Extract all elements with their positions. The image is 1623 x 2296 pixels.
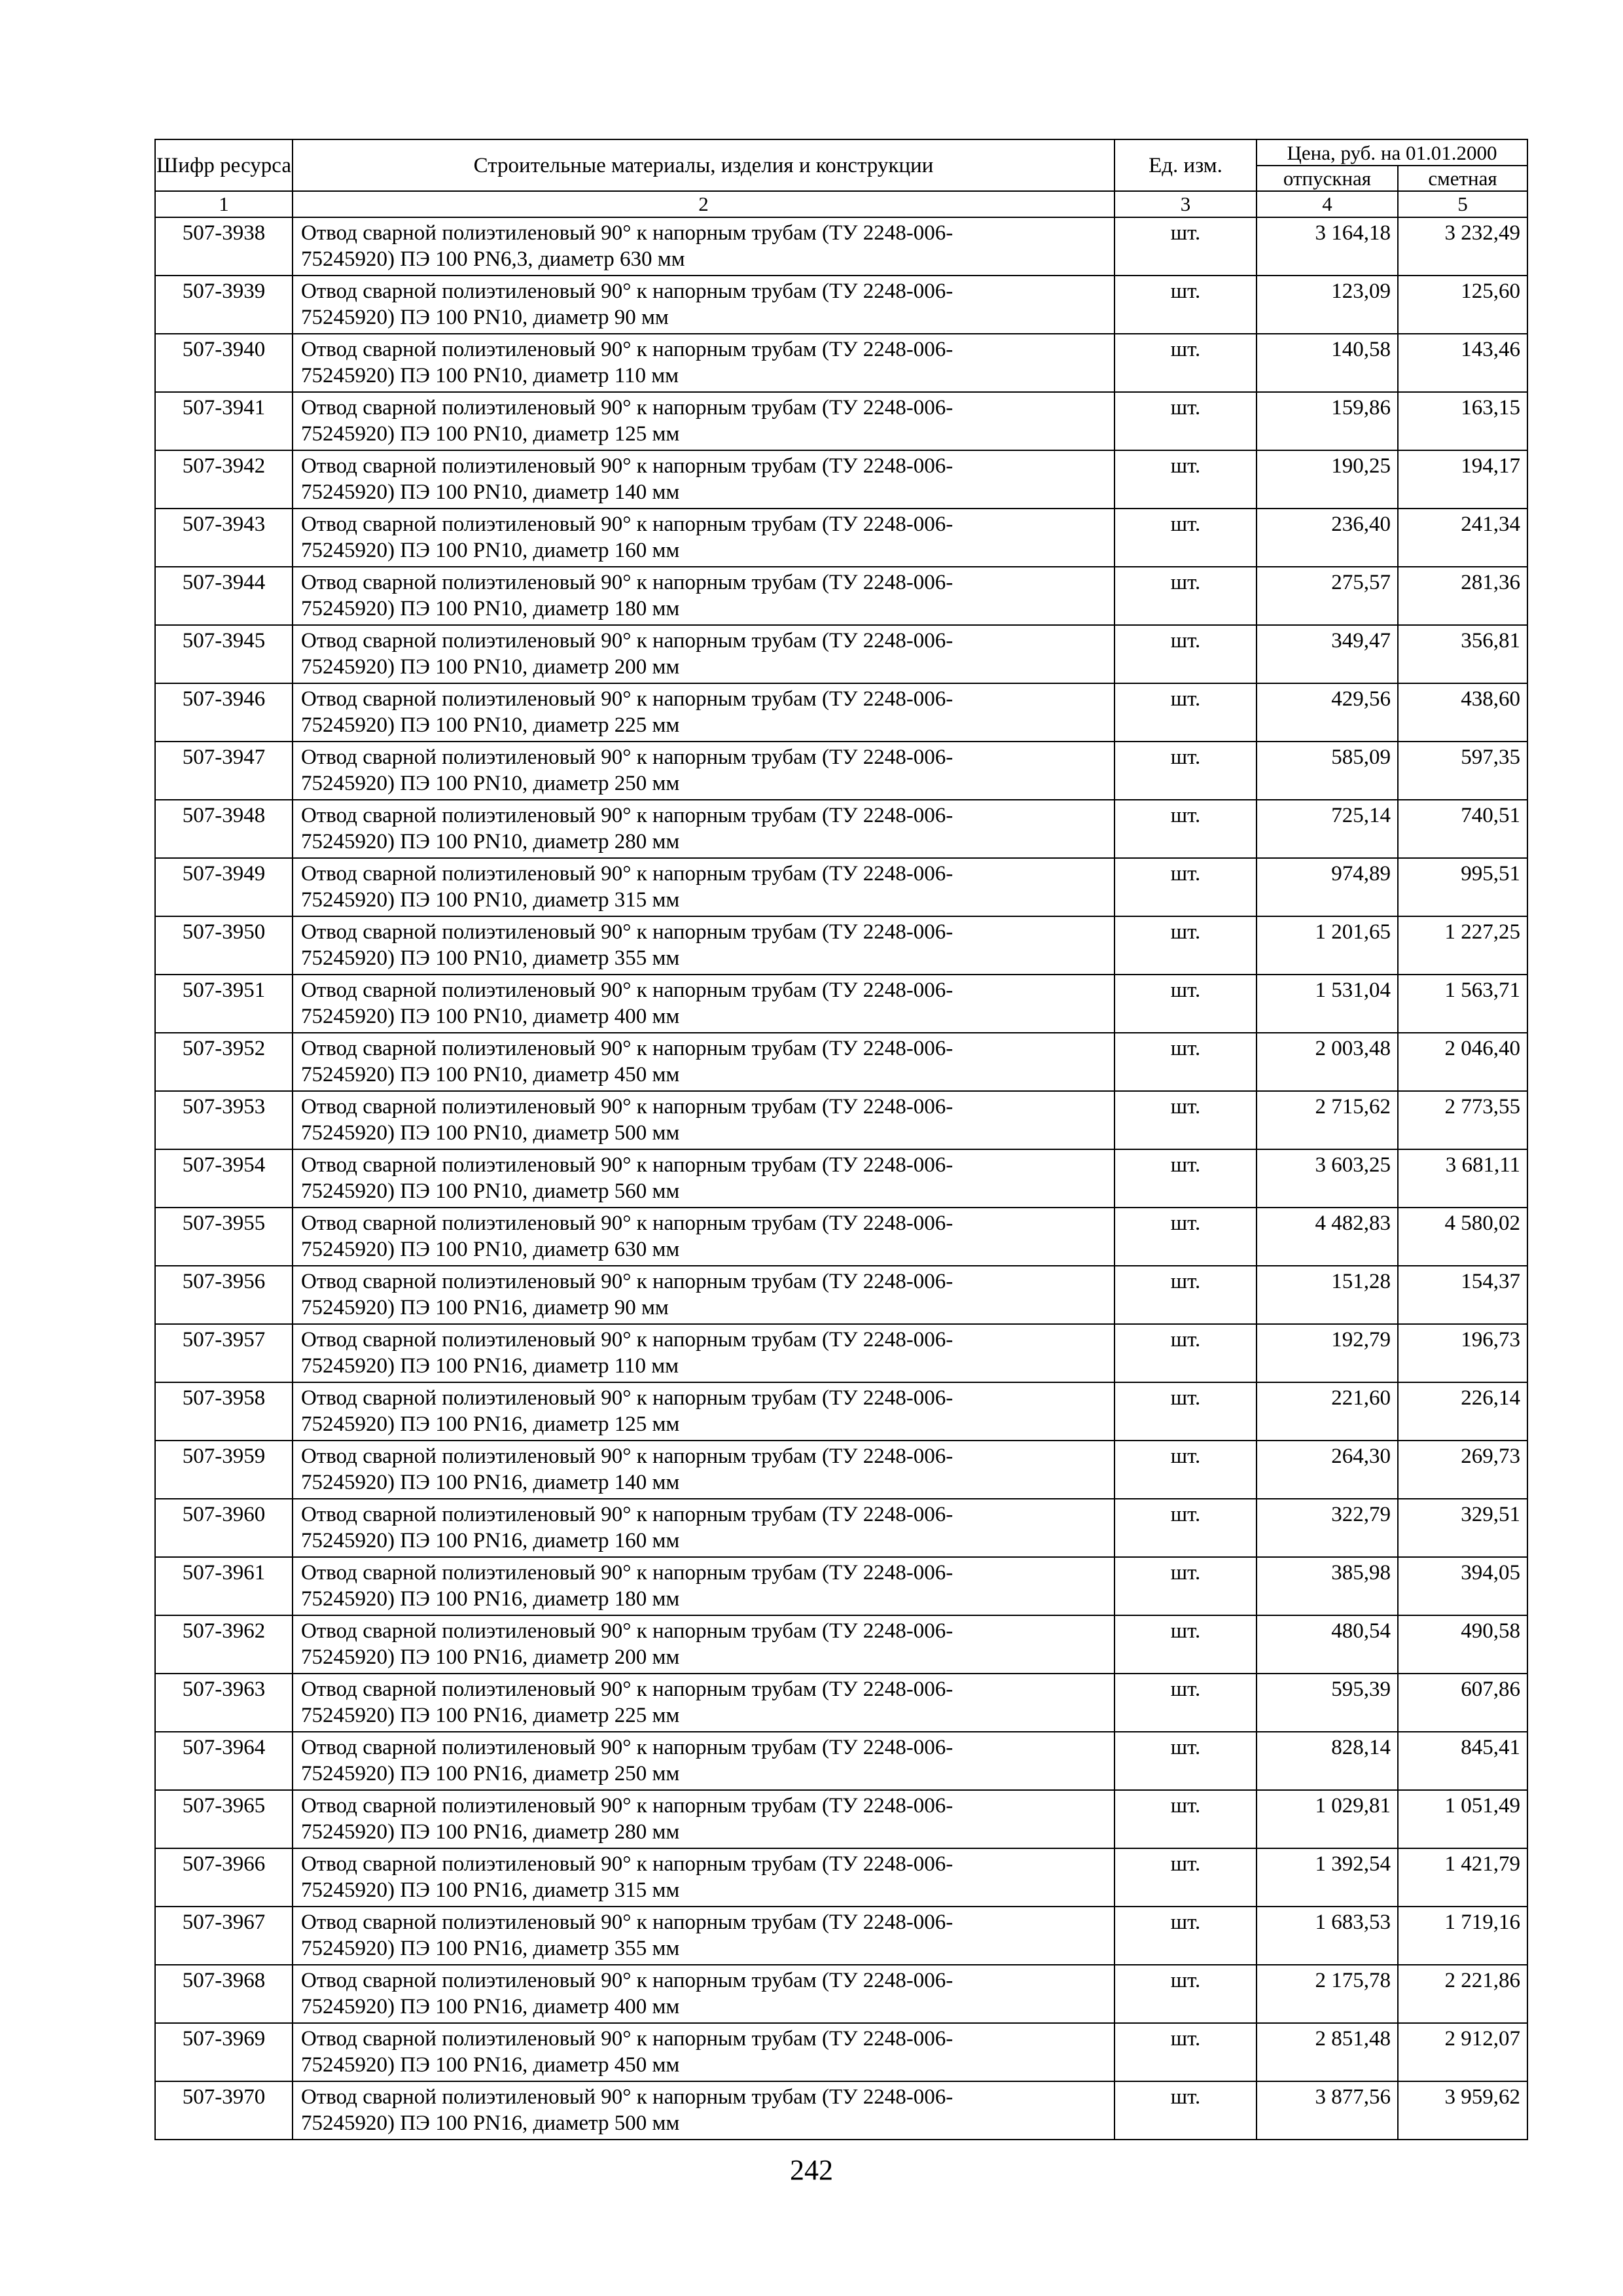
resource-code-cell: 507-3958 (155, 1382, 293, 1441)
table-body (155, 217, 1527, 2140)
resource-code-cell: 507-3946 (155, 683, 293, 742)
price-estimate-cell: 4 580,02 (1398, 1208, 1527, 1266)
table-row (155, 683, 1527, 742)
price-estimate-cell: 845,41 (1398, 1732, 1527, 1790)
price-release-cell: 190,25 (1257, 450, 1398, 509)
material-name-cell (293, 683, 1115, 742)
material-name-line-1: Отвод сварной полиэтиленовый 90° к напорным трубам (ТУ 2248-006- (301, 1619, 954, 1643)
material-name-cell (293, 1848, 1115, 1907)
material-name-cell (293, 625, 1115, 683)
price-release-cell: 140,58 (1257, 334, 1398, 392)
material-name-line-2: 75245920) ПЭ 100 PN10, диаметр 450 мм (301, 1063, 680, 1086)
material-name-cell (293, 975, 1115, 1033)
unit-cell: шт. (1115, 392, 1257, 450)
price-release-cell: 4 482,83 (1257, 1208, 1398, 1266)
unit-cell: шт. (1115, 1149, 1257, 1208)
material-name-line-2: 75245920) ПЭ 100 PN10, диаметр 90 мм (301, 306, 669, 329)
material-name-cell (293, 1208, 1115, 1266)
table-row (155, 1208, 1527, 1266)
unit-cell: шт. (1115, 1208, 1257, 1266)
material-name-cell (293, 1033, 1115, 1091)
price-release-cell: 2 003,48 (1257, 1033, 1398, 1091)
material-name-cell (293, 1441, 1115, 1499)
material-name-line-2: 75245920) ПЭ 100 PN16, диаметр 450 мм (301, 2053, 680, 2077)
material-name-line-2: 75245920) ПЭ 100 PN10, диаметр 125 мм (301, 422, 680, 446)
column-number: 5 (1398, 191, 1527, 217)
material-name-cell (293, 2081, 1115, 2140)
unit-cell: шт. (1115, 2023, 1257, 2081)
price-estimate-cell: 394,05 (1398, 1557, 1527, 1615)
price-release-cell: 322,79 (1257, 1499, 1398, 1557)
material-name-cell (293, 509, 1115, 567)
material-name-line-1: Отвод сварной полиэтиленовый 90° к напорным трубам (ТУ 2248-006- (301, 862, 954, 886)
material-name-line-1: Отвод сварной полиэтиленовый 90° к напорным трубам (ТУ 2248-006- (301, 629, 954, 653)
table-row (155, 1441, 1527, 1499)
table-row (155, 1324, 1527, 1382)
material-name-cell (293, 800, 1115, 858)
material-name-line-2: 75245920) ПЭ 100 PN16, диаметр 90 мм (301, 1296, 669, 1319)
table-row (155, 800, 1527, 858)
material-name-line-2: 75245920) ПЭ 100 PN10, диаметр 400 мм (301, 1005, 680, 1028)
material-name-line-1: Отвод сварной полиэтиленовый 90° к напорным трубам (ТУ 2248-006- (301, 1910, 954, 1934)
material-name-cell (293, 1266, 1115, 1324)
column-number: 1 (155, 191, 293, 217)
material-name-line-2: 75245920) ПЭ 100 PN10, диаметр 200 мм (301, 655, 680, 679)
resource-code-cell: 507-3940 (155, 334, 293, 392)
column-number: 2 (293, 191, 1115, 217)
price-release-cell: 151,28 (1257, 1266, 1398, 1324)
unit-cell: шт. (1115, 1615, 1257, 1674)
material-name-line-2: 75245920) ПЭ 100 PN6,3, диаметр 630 мм (301, 247, 685, 271)
header-materials: Строительные материалы, изделия и конструкции (293, 139, 1115, 191)
table-row (155, 1907, 1527, 1965)
material-name-line-1: Отвод сварной полиэтиленовый 90° к напорным трубам (ТУ 2248-006- (301, 1969, 954, 1992)
material-name-line-1: Отвод сварной полиэтиленовый 90° к напорным трубам (ТУ 2248-006- (301, 1503, 954, 1526)
price-release-cell: 123,09 (1257, 276, 1398, 334)
material-name-cell (293, 1091, 1115, 1149)
unit-cell: шт. (1115, 1033, 1257, 1091)
unit-cell: шт. (1115, 1965, 1257, 2023)
material-name-line-1: Отвод сварной полиэтиленовый 90° к напорным трубам (ТУ 2248-006- (301, 1270, 954, 1293)
unit-cell: шт. (1115, 1382, 1257, 1441)
material-name-line-1: Отвод сварной полиэтиленовый 90° к напорным трубам (ТУ 2248-006- (301, 920, 954, 944)
unit-cell: шт. (1115, 1441, 1257, 1499)
material-name-line-1: Отвод сварной полиэтиленовый 90° к напорным трубам (ТУ 2248-006- (301, 745, 954, 769)
price-release-cell: 1 531,04 (1257, 975, 1398, 1033)
price-estimate-cell: 196,73 (1398, 1324, 1527, 1382)
price-release-cell: 585,09 (1257, 742, 1398, 800)
material-name-line-2: 75245920) ПЭ 100 PN10, диаметр 140 мм (301, 480, 680, 504)
unit-cell: шт. (1115, 276, 1257, 334)
unit-cell: шт. (1115, 1499, 1257, 1557)
material-name-line-2: 75245920) ПЭ 100 PN10, диаметр 280 мм (301, 830, 680, 853)
table-row (155, 276, 1527, 334)
material-name-cell (293, 1557, 1115, 1615)
material-name-line-1: Отвод сварной полиэтиленовый 90° к напорным трубам (ТУ 2248-006- (301, 1386, 954, 1410)
table-row (155, 1033, 1527, 1091)
material-name-line-1: Отвод сварной полиэтиленовый 90° к напорным трубам (ТУ 2248-006- (301, 571, 954, 594)
unit-cell: шт. (1115, 1557, 1257, 1615)
header-price-release: отпускная (1257, 166, 1398, 191)
material-name-line-2: 75245920) ПЭ 100 PN10, диаметр 180 мм (301, 597, 680, 620)
price-release-cell: 1 029,81 (1257, 1790, 1398, 1848)
unit-cell: шт. (1115, 1732, 1257, 1790)
column-number-row (155, 191, 1527, 217)
material-name-cell (293, 1382, 1115, 1441)
material-name-line-2: 75245920) ПЭ 100 PN16, диаметр 140 мм (301, 1471, 680, 1494)
header-resource-code: Шифр ресурса (155, 139, 293, 191)
table-row (155, 975, 1527, 1033)
material-name-line-2: 75245920) ПЭ 100 PN16, диаметр 400 мм (301, 1995, 680, 2018)
table-row (155, 2081, 1527, 2140)
material-name-line-1: Отвод сварной полиэтиленовый 90° к напорным трубам (ТУ 2248-006- (301, 1444, 954, 1468)
resource-code-cell: 507-3951 (155, 975, 293, 1033)
resource-code-cell: 507-3938 (155, 217, 293, 276)
column-number: 4 (1257, 191, 1398, 217)
table-row (155, 1674, 1527, 1732)
header-price-estimate: сметная (1398, 166, 1527, 191)
table-row (155, 1382, 1527, 1441)
material-name-line-2: 75245920) ПЭ 100 PN16, диаметр 500 мм (301, 2111, 680, 2135)
price-estimate-cell: 1 227,25 (1398, 916, 1527, 975)
material-name-line-2: 75245920) ПЭ 100 PN16, диаметр 110 мм (301, 1354, 679, 1378)
material-name-line-1: Отвод сварной полиэтиленовый 90° к напорным трубам (ТУ 2248-006- (301, 2085, 954, 2109)
material-name-line-1: Отвод сварной полиэтиленовый 90° к напорным трубам (ТУ 2248-006- (301, 1852, 954, 1876)
price-release-cell: 3 603,25 (1257, 1149, 1398, 1208)
material-name-line-1: Отвод сварной полиэтиленовый 90° к напорным трубам (ТУ 2248-006- (301, 2027, 954, 2051)
unit-cell: шт. (1115, 800, 1257, 858)
unit-cell: шт. (1115, 567, 1257, 625)
material-name-cell (293, 1499, 1115, 1557)
unit-cell: шт. (1115, 1790, 1257, 1848)
price-release-cell: 275,57 (1257, 567, 1398, 625)
unit-cell: шт. (1115, 742, 1257, 800)
unit-cell: шт. (1115, 217, 1257, 276)
material-name-cell (293, 1674, 1115, 1732)
unit-cell: шт. (1115, 858, 1257, 916)
material-name-cell (293, 217, 1115, 276)
price-release-cell: 429,56 (1257, 683, 1398, 742)
material-name-line-1: Отвод сварной полиэтиленовый 90° к напорным трубам (ТУ 2248-006- (301, 338, 954, 361)
price-estimate-cell: 995,51 (1398, 858, 1527, 916)
unit-cell: шт. (1115, 1324, 1257, 1382)
material-name-line-2: 75245920) ПЭ 100 PN10, диаметр 630 мм (301, 1238, 680, 1261)
price-estimate-cell: 1 051,49 (1398, 1790, 1527, 1848)
price-estimate-cell: 163,15 (1398, 392, 1527, 450)
price-estimate-cell: 269,73 (1398, 1441, 1527, 1499)
table-row (155, 567, 1527, 625)
table-row (155, 1615, 1527, 1674)
price-estimate-cell: 2 773,55 (1398, 1091, 1527, 1149)
table-row (155, 742, 1527, 800)
table-row (155, 217, 1527, 276)
unit-cell: шт. (1115, 450, 1257, 509)
material-name-cell (293, 450, 1115, 509)
price-release-cell: 159,86 (1257, 392, 1398, 450)
material-name-cell (293, 1149, 1115, 1208)
header-unit: Ед. изм. (1115, 139, 1257, 191)
material-name-cell (293, 1732, 1115, 1790)
price-release-cell: 725,14 (1257, 800, 1398, 858)
unit-cell: шт. (1115, 509, 1257, 567)
unit-cell: шт. (1115, 975, 1257, 1033)
column-number: 3 (1115, 191, 1257, 217)
material-name-line-2: 75245920) ПЭ 100 PN10, диаметр 500 мм (301, 1121, 680, 1145)
page-number: 242 (790, 2154, 833, 2186)
resource-code-cell: 507-3959 (155, 1441, 293, 1499)
material-name-line-1: Отвод сварной полиэтиленовый 90° к напорным трубам (ТУ 2248-006- (301, 1037, 954, 1060)
resource-code-cell: 507-3970 (155, 2081, 293, 2140)
price-estimate-cell: 356,81 (1398, 625, 1527, 683)
material-name-line-2: 75245920) ПЭ 100 PN10, диаметр 110 мм (301, 364, 679, 387)
resource-code-cell: 507-3967 (155, 1907, 293, 1965)
material-name-line-1: Отвод сварной полиэтиленовый 90° к напорным трубам (ТУ 2248-006- (301, 221, 954, 245)
table-row (155, 450, 1527, 509)
material-name-line-2: 75245920) ПЭ 100 PN10, диаметр 225 мм (301, 713, 680, 737)
price-release-cell: 1 392,54 (1257, 1848, 1398, 1907)
table-row (155, 1499, 1527, 1557)
price-release-cell: 2 175,78 (1257, 1965, 1398, 2023)
header-price-group: Цена, руб. на 01.01.2000 (1257, 139, 1527, 166)
material-name-cell (293, 1615, 1115, 1674)
price-table (154, 139, 1528, 2140)
table-row (155, 1732, 1527, 1790)
table-row (155, 1790, 1527, 1848)
resource-code-cell: 507-3945 (155, 625, 293, 683)
resource-code-cell: 507-3941 (155, 392, 293, 450)
price-release-cell: 192,79 (1257, 1324, 1398, 1382)
material-name-line-2: 75245920) ПЭ 100 PN10, диаметр 315 мм (301, 888, 680, 912)
price-release-cell: 595,39 (1257, 1674, 1398, 1732)
price-estimate-cell: 125,60 (1398, 276, 1527, 334)
resource-code-cell: 507-3962 (155, 1615, 293, 1674)
price-release-cell: 264,30 (1257, 1441, 1398, 1499)
resource-code-cell: 507-3955 (155, 1208, 293, 1266)
material-name-line-1: Отвод сварной полиэтиленовый 90° к напорным трубам (ТУ 2248-006- (301, 1328, 954, 1352)
material-name-line-2: 75245920) ПЭ 100 PN10, диаметр 250 мм (301, 772, 680, 795)
unit-cell: шт. (1115, 1674, 1257, 1732)
material-name-line-1: Отвод сварной полиэтиленовый 90° к напорным трубам (ТУ 2248-006- (301, 512, 954, 536)
price-estimate-cell: 1 719,16 (1398, 1907, 1527, 1965)
resource-code-cell: 507-3965 (155, 1790, 293, 1848)
material-name-cell (293, 1790, 1115, 1848)
unit-cell: шт. (1115, 1907, 1257, 1965)
price-estimate-cell: 3 232,49 (1398, 217, 1527, 276)
table-row (155, 916, 1527, 975)
resource-code-cell: 507-3952 (155, 1033, 293, 1091)
material-name-line-2: 75245920) ПЭ 100 PN16, диаметр 355 мм (301, 1937, 680, 1960)
unit-cell: шт. (1115, 1266, 1257, 1324)
material-name-cell (293, 742, 1115, 800)
resource-code-cell: 507-3947 (155, 742, 293, 800)
table-row (155, 625, 1527, 683)
material-name-line-2: 75245920) ПЭ 100 PN16, диаметр 200 мм (301, 1645, 680, 1669)
price-estimate-cell: 1 563,71 (1398, 975, 1527, 1033)
resource-code-cell: 507-3944 (155, 567, 293, 625)
price-estimate-cell: 226,14 (1398, 1382, 1527, 1441)
material-name-line-2: 75245920) ПЭ 100 PN10, диаметр 160 мм (301, 539, 680, 562)
unit-cell: шт. (1115, 1848, 1257, 1907)
price-estimate-cell: 241,34 (1398, 509, 1527, 567)
price-estimate-cell: 194,17 (1398, 450, 1527, 509)
resource-code-cell: 507-3939 (155, 276, 293, 334)
resource-code-cell: 507-3943 (155, 509, 293, 567)
price-release-cell: 3 877,56 (1257, 2081, 1398, 2140)
price-release-cell: 2 715,62 (1257, 1091, 1398, 1149)
price-release-cell: 349,47 (1257, 625, 1398, 683)
material-name-line-1: Отвод сварной полиэтиленовый 90° к напорным трубам (ТУ 2248-006- (301, 1095, 954, 1119)
table-row (155, 509, 1527, 567)
resource-code-cell: 507-3957 (155, 1324, 293, 1382)
price-release-cell: 385,98 (1257, 1557, 1398, 1615)
table-row (155, 392, 1527, 450)
unit-cell: шт. (1115, 683, 1257, 742)
price-estimate-cell: 2 912,07 (1398, 2023, 1527, 2081)
resource-code-cell: 507-3969 (155, 2023, 293, 2081)
material-name-line-2: 75245920) ПЭ 100 PN10, диаметр 560 мм (301, 1179, 680, 1203)
resource-code-cell: 507-3954 (155, 1149, 293, 1208)
material-name-line-1: Отвод сварной полиэтиленовый 90° к напорным трубам (ТУ 2248-006- (301, 1677, 954, 1701)
price-estimate-cell: 607,86 (1398, 1674, 1527, 1732)
material-name-line-2: 75245920) ПЭ 100 PN16, диаметр 160 мм (301, 1529, 680, 1552)
resource-code-cell: 507-3953 (155, 1091, 293, 1149)
material-name-line-2: 75245920) ПЭ 100 PN16, диаметр 250 мм (301, 1762, 680, 1785)
price-estimate-cell: 3 681,11 (1398, 1149, 1527, 1208)
table-row (155, 858, 1527, 916)
resource-code-cell: 507-3964 (155, 1732, 293, 1790)
table-row (155, 1557, 1527, 1615)
material-name-line-1: Отвод сварной полиэтиленовый 90° к напорным трубам (ТУ 2248-006- (301, 978, 954, 1002)
price-release-cell: 480,54 (1257, 1615, 1398, 1674)
resource-code-cell: 507-3966 (155, 1848, 293, 1907)
price-estimate-cell: 143,46 (1398, 334, 1527, 392)
resource-code-cell: 507-3961 (155, 1557, 293, 1615)
table-row (155, 1149, 1527, 1208)
table-row (155, 1266, 1527, 1324)
resource-code-cell: 507-3949 (155, 858, 293, 916)
price-release-cell: 236,40 (1257, 509, 1398, 567)
price-estimate-cell: 597,35 (1398, 742, 1527, 800)
price-estimate-cell: 2 046,40 (1398, 1033, 1527, 1091)
price-release-cell: 3 164,18 (1257, 217, 1398, 276)
material-name-line-2: 75245920) ПЭ 100 PN10, диаметр 355 мм (301, 946, 680, 970)
material-name-cell (293, 858, 1115, 916)
resource-code-cell: 507-3950 (155, 916, 293, 975)
price-estimate-cell: 329,51 (1398, 1499, 1527, 1557)
price-release-cell: 974,89 (1257, 858, 1398, 916)
unit-cell: шт. (1115, 2081, 1257, 2140)
price-release-cell: 1 201,65 (1257, 916, 1398, 975)
material-name-line-1: Отвод сварной полиэтиленовый 90° к напорным трубам (ТУ 2248-006- (301, 454, 954, 478)
material-name-cell (293, 567, 1115, 625)
material-name-cell (293, 916, 1115, 975)
material-name-line-1: Отвод сварной полиэтиленовый 90° к напорным трубам (ТУ 2248-006- (301, 396, 954, 420)
resource-code-cell: 507-3968 (155, 1965, 293, 2023)
price-estimate-cell: 154,37 (1398, 1266, 1527, 1324)
material-name-line-2: 75245920) ПЭ 100 PN16, диаметр 315 мм (301, 1878, 680, 1902)
material-name-cell (293, 276, 1115, 334)
table-row (155, 1848, 1527, 1907)
price-release-cell: 828,14 (1257, 1732, 1398, 1790)
material-name-cell (293, 1907, 1115, 1965)
material-name-line-2: 75245920) ПЭ 100 PN16, диаметр 125 мм (301, 1412, 680, 1436)
material-name-cell (293, 2023, 1115, 2081)
material-name-line-1: Отвод сварной полиэтиленовый 90° к напорным трубам (ТУ 2248-006- (301, 1794, 954, 1818)
price-estimate-cell: 3 959,62 (1398, 2081, 1527, 2140)
unit-cell: шт. (1115, 625, 1257, 683)
material-name-line-1: Отвод сварной полиэтиленовый 90° к напорным трубам (ТУ 2248-006- (301, 804, 954, 827)
price-estimate-cell: 740,51 (1398, 800, 1527, 858)
unit-cell: шт. (1115, 1091, 1257, 1149)
resource-code-cell: 507-3960 (155, 1499, 293, 1557)
resource-code-cell: 507-3942 (155, 450, 293, 509)
material-name-cell (293, 392, 1115, 450)
material-name-line-1: Отвод сварной полиэтиленовый 90° к напорным трубам (ТУ 2248-006- (301, 687, 954, 711)
material-name-line-1: Отвод сварной полиэтиленовый 90° к напорным трубам (ТУ 2248-006- (301, 1153, 954, 1177)
price-estimate-cell: 281,36 (1398, 567, 1527, 625)
material-name-line-1: Отвод сварной полиэтиленовый 90° к напорным трубам (ТУ 2248-006- (301, 1211, 954, 1235)
material-name-line-1: Отвод сварной полиэтиленовый 90° к напорным трубам (ТУ 2248-006- (301, 1561, 954, 1585)
material-name-line-1: Отвод сварной полиэтиленовый 90° к напорным трубам (ТУ 2248-006- (301, 1736, 954, 1759)
material-name-line-2: 75245920) ПЭ 100 PN16, диаметр 280 мм (301, 1820, 680, 1844)
table-row (155, 1965, 1527, 2023)
table-row (155, 2023, 1527, 2081)
price-estimate-cell: 2 221,86 (1398, 1965, 1527, 2023)
material-name-line-2: 75245920) ПЭ 100 PN16, диаметр 180 мм (301, 1587, 680, 1611)
price-estimate-cell: 438,60 (1398, 683, 1527, 742)
material-name-cell (293, 1965, 1115, 2023)
material-name-line-2: 75245920) ПЭ 100 PN16, диаметр 225 мм (301, 1704, 680, 1727)
resource-code-cell: 507-3956 (155, 1266, 293, 1324)
material-name-line-1: Отвод сварной полиэтиленовый 90° к напорным трубам (ТУ 2248-006- (301, 279, 954, 303)
table-row (155, 1091, 1527, 1149)
material-name-cell (293, 1324, 1115, 1382)
material-name-cell (293, 334, 1115, 392)
price-release-cell: 221,60 (1257, 1382, 1398, 1441)
table-row (155, 334, 1527, 392)
price-estimate-cell: 490,58 (1398, 1615, 1527, 1674)
unit-cell: шт. (1115, 916, 1257, 975)
unit-cell: шт. (1115, 334, 1257, 392)
resource-code-cell: 507-3948 (155, 800, 293, 858)
price-release-cell: 2 851,48 (1257, 2023, 1398, 2081)
price-release-cell: 1 683,53 (1257, 1907, 1398, 1965)
resource-code-cell: 507-3963 (155, 1674, 293, 1732)
price-estimate-cell: 1 421,79 (1398, 1848, 1527, 1907)
